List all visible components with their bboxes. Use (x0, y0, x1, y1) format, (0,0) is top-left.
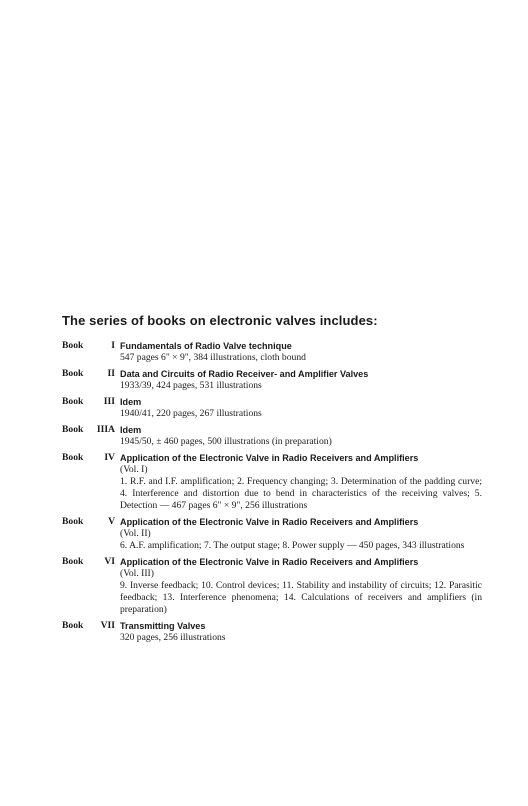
book-details (120, 424, 482, 448)
book-description: 1. R.F. and I.F. amplification; 2. Frequency changing; 3. Determination of the padding curve; 4. Interference and distortion due to bend in characteristics of the receiving valves; 5. Detection — 467 pages 6" × 9", 256 illustrations (120, 476, 482, 511)
book-volume: (Vol. II) (120, 528, 151, 539)
book-entry (62, 396, 482, 420)
book-description: 1933/39, 424 pages, 531 illustrations (120, 380, 262, 391)
book-description: 9. Inverse feedback; 10. Control devices; 11. Stability and instability of circuits; 12. Parasitic feedback; 13. Interference phenomena; 14. Calculations of receivers and amplifiers (in preparation) (120, 580, 482, 615)
book-details (120, 368, 482, 392)
book-title: Idem (120, 397, 142, 407)
book-details (120, 396, 482, 420)
book-description: 6. A.F. amplification; 7. The output stage; 8. Power supply — 450 pages, 343 illustrations (120, 540, 465, 551)
book-details (120, 620, 482, 644)
book-entry (62, 620, 482, 644)
book-entry (62, 516, 482, 552)
book-volume: (Vol. I) (120, 464, 148, 475)
book-number: Book II (62, 368, 115, 379)
book-description: 547 pages 6" × 9", 384 illustrations, cloth bound (120, 352, 306, 363)
book-number: Book III (62, 396, 115, 407)
book-series-list (62, 313, 482, 648)
series-heading: The series of books on electronic valves includes: (62, 313, 378, 328)
book-entry (62, 340, 482, 364)
book-details (120, 556, 482, 616)
book-description: 1945/50, ± 460 pages, 500 illustrations (in preparation) (120, 436, 332, 447)
book-description: 320 pages, 256 illustrations (120, 632, 226, 643)
book-number: Book V (62, 516, 115, 527)
book-number: Book I (62, 340, 115, 351)
book-details (120, 452, 482, 512)
book-title: Data and Circuits of Radio Receiver- and Amplifier Valves (120, 369, 369, 379)
book-description: 1940/41, 220 pages, 267 illustrations (120, 408, 262, 419)
book-title: Application of the Electronic Valve in Radio Receivers and Amplifiers (120, 557, 419, 567)
book-entry (62, 424, 482, 448)
book-title: Fundamentals of Radio Valve technique (120, 341, 292, 351)
book-title: Idem (120, 425, 142, 435)
book-number: Book IIIA (62, 424, 115, 435)
book-number: Book IV (62, 452, 115, 463)
book-entry (62, 452, 482, 512)
book-title: Application of the Electronic Valve in Radio Receivers and Amplifiers (120, 517, 419, 527)
book-entry (62, 368, 482, 392)
book-number: Book VI (62, 556, 115, 567)
book-entry (62, 556, 482, 616)
book-details (120, 516, 482, 552)
book-number: Book VII (62, 620, 115, 631)
book-title: Transmitting Valves (120, 621, 206, 631)
book-title: Application of the Electronic Valve in Radio Receivers and Amplifiers (120, 453, 419, 463)
book-details (120, 340, 482, 364)
book-volume: (Vol. III) (120, 568, 154, 579)
